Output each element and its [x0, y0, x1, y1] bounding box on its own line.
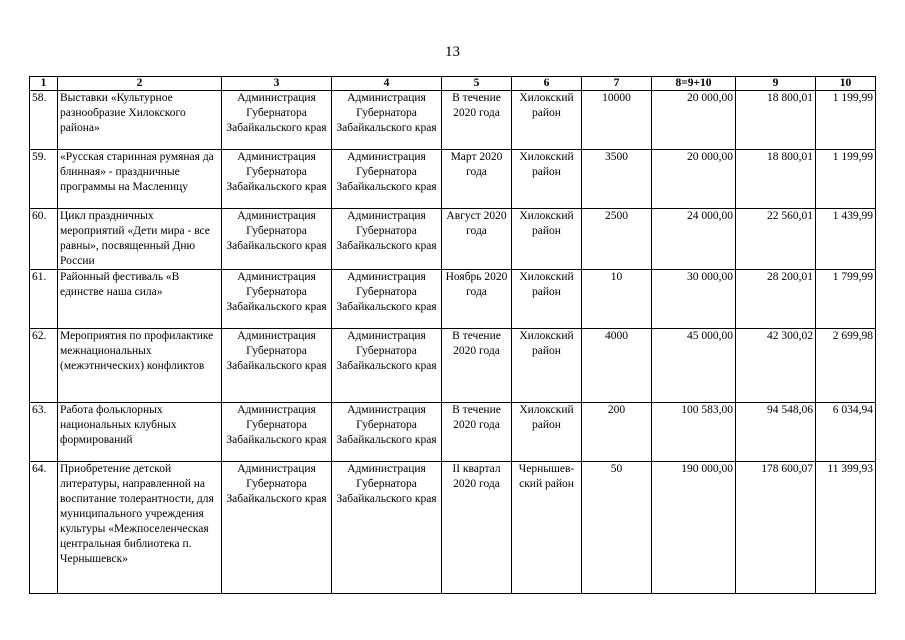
- co-executor: Администрация Губернатора Забайкальского края: [332, 209, 442, 270]
- table-row: [30, 150, 876, 209]
- header-col-5: 5: [442, 77, 512, 91]
- event-name: Выставки «Культурное разнообразие Хилокского района»: [58, 91, 222, 150]
- total-amount: 100 583,00: [652, 403, 736, 462]
- deadline: Август 2020 года: [442, 209, 512, 270]
- amount-col-10: 11 399,93: [816, 462, 876, 594]
- header-col-7: 7: [582, 77, 652, 91]
- district: Хилокский район: [512, 403, 582, 462]
- district: Хилокский район: [512, 270, 582, 329]
- header-col-4: 4: [332, 77, 442, 91]
- deadline: II квартал 2020 года: [442, 462, 512, 594]
- co-executor: Администрация Губернатора Забайкальского края: [332, 462, 442, 594]
- district: Хилокский район: [512, 91, 582, 150]
- header-col-3: 3: [222, 77, 332, 91]
- amount-col-9: 94 548,06: [736, 403, 816, 462]
- co-executor: Администрация Губернатора Забайкальского края: [332, 91, 442, 150]
- row-number: 60.: [30, 209, 58, 270]
- total-amount: 45 000,00: [652, 329, 736, 403]
- co-executor: Администрация Губернатора Забайкальского края: [332, 403, 442, 462]
- header-col-2: 2: [58, 77, 222, 91]
- header-col-9: 9: [736, 77, 816, 91]
- row-number: 63.: [30, 403, 58, 462]
- event-name: Приобретение детской литературы, направленной на воспитание толерантности, для муниципального учреждения культуры «Межпоселенческая центральная библиотека п. Чернышевск»: [58, 462, 222, 594]
- event-name: Работа фольклорных национальных клубных формирований: [58, 403, 222, 462]
- total-amount: 190 000,00: [652, 462, 736, 594]
- district: Хилокский район: [512, 150, 582, 209]
- district: Хилокский район: [512, 329, 582, 403]
- amount-col-10: 1 199,99: [816, 91, 876, 150]
- participants: 50: [582, 462, 652, 594]
- total-amount: 20 000,00: [652, 150, 736, 209]
- total-amount: 30 000,00: [652, 270, 736, 329]
- responsible-executor: Администрация Губернатора Забайкальского края: [222, 270, 332, 329]
- events-table: [29, 76, 876, 594]
- participants: 2500: [582, 209, 652, 270]
- district: Хилокский район: [512, 209, 582, 270]
- table-row: [30, 403, 876, 462]
- header-col-1: 1: [30, 77, 58, 91]
- table-row: [30, 462, 876, 594]
- header-row: [30, 77, 876, 91]
- responsible-executor: Администрация Губернатора Забайкальского края: [222, 209, 332, 270]
- deadline: В течение 2020 года: [442, 91, 512, 150]
- event-name: Цикл праздничных мероприятий «Дети мира - все равны», посвященный Дню России: [58, 209, 222, 270]
- row-number: 61.: [30, 270, 58, 329]
- participants: 3500: [582, 150, 652, 209]
- amount-col-10: 1 199,99: [816, 150, 876, 209]
- row-number: 64.: [30, 462, 58, 594]
- co-executor: Администрация Губернатора Забайкальского края: [332, 150, 442, 209]
- deadline: Ноябрь 2020 года: [442, 270, 512, 329]
- deadline: В течение 2020 года: [442, 403, 512, 462]
- deadline: В течение 2020 года: [442, 329, 512, 403]
- responsible-executor: Администрация Губернатора Забайкальского края: [222, 462, 332, 594]
- co-executor: Администрация Губернатора Забайкальского края: [332, 329, 442, 403]
- table-row: [30, 329, 876, 403]
- header-col-8: 8=9+10: [652, 77, 736, 91]
- participants: 10: [582, 270, 652, 329]
- district: Чернышев-ский район: [512, 462, 582, 594]
- table-row: [30, 209, 876, 270]
- participants: 4000: [582, 329, 652, 403]
- amount-col-9: 178 600,07: [736, 462, 816, 594]
- amount-col-10: 1 799,99: [816, 270, 876, 329]
- row-number: 58.: [30, 91, 58, 150]
- header-col-10: 10: [816, 77, 876, 91]
- responsible-executor: Администрация Губернатора Забайкальского края: [222, 150, 332, 209]
- event-name: Районный фестиваль «В единстве наша сила»: [58, 270, 222, 329]
- row-number: 59.: [30, 150, 58, 209]
- table-row: [30, 91, 876, 150]
- event-name: Мероприятия по профилактике межнациональных (межэтнических) конфликтов: [58, 329, 222, 403]
- amount-col-10: 1 439,99: [816, 209, 876, 270]
- amount-col-9: 18 800,01: [736, 91, 816, 150]
- responsible-executor: Администрация Губернатора Забайкальского края: [222, 91, 332, 150]
- amount-col-9: 28 200,01: [736, 270, 816, 329]
- amount-col-10: 6 034,94: [816, 403, 876, 462]
- total-amount: 24 000,00: [652, 209, 736, 270]
- header-col-6: 6: [512, 77, 582, 91]
- amount-col-10: 2 699,98: [816, 329, 876, 403]
- page-number: 13: [445, 44, 460, 60]
- co-executor: Администрация Губернатора Забайкальского края: [332, 270, 442, 329]
- amount-col-9: 42 300,02: [736, 329, 816, 403]
- table-row: [30, 270, 876, 329]
- responsible-executor: Администрация Губернатора Забайкальского края: [222, 403, 332, 462]
- participants: 200: [582, 403, 652, 462]
- amount-col-9: 18 800,01: [736, 150, 816, 209]
- deadline: Март 2020 года: [442, 150, 512, 209]
- responsible-executor: Администрация Губернатора Забайкальского края: [222, 329, 332, 403]
- row-number: 62.: [30, 329, 58, 403]
- participants: 10000: [582, 91, 652, 150]
- amount-col-9: 22 560,01: [736, 209, 816, 270]
- total-amount: 20 000,00: [652, 91, 736, 150]
- event-name: «Русская старинная румяная да блинная» - праздничные программы на Масленицу: [58, 150, 222, 209]
